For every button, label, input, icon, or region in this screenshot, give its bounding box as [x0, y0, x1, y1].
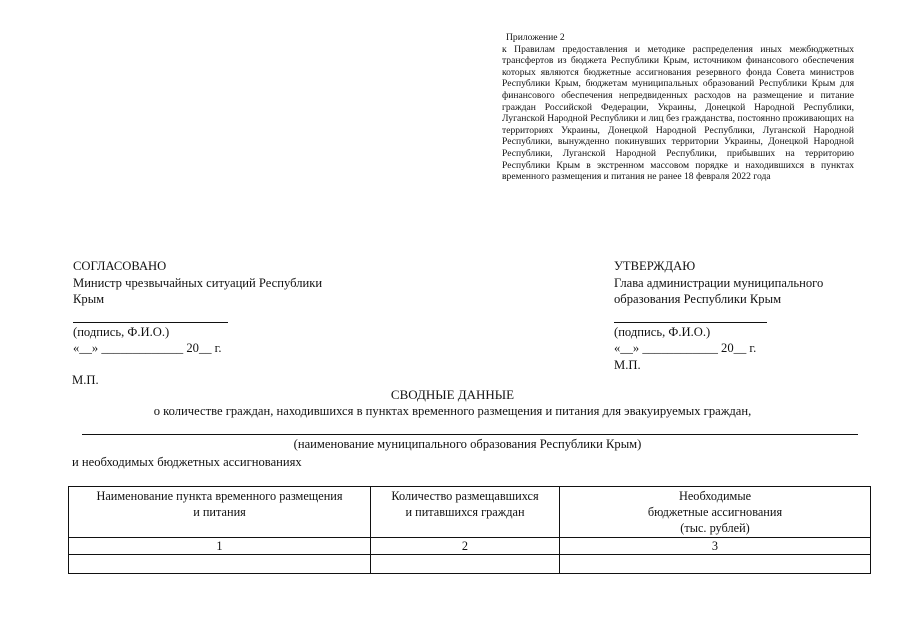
approved-stamp: М.П.	[614, 357, 641, 372]
approved-block	[614, 258, 874, 373]
table-number-row	[69, 538, 871, 555]
table-cell	[371, 555, 560, 574]
municipality-hint: (наименование муниципального образования Республики Крым)	[293, 437, 642, 451]
municipality-fill-line	[82, 434, 858, 435]
header-text: (тыс. рублей)	[680, 521, 750, 535]
approved-signature-line	[614, 308, 767, 323]
table-cell	[69, 555, 371, 574]
table-header-row	[69, 487, 871, 538]
agreed-heading: СОГЛАСОВАНО	[73, 259, 167, 273]
agreed-signature-hint: (подпись, Ф.И.О.)	[73, 324, 170, 339]
agreed-block	[73, 258, 373, 357]
header-text: Количество размещавшихся	[391, 489, 539, 503]
budget-line: и необходимых бюджетных ассигнованиях	[72, 455, 302, 469]
column-number: 3	[560, 538, 871, 555]
approved-signature-hint: (подпись, Ф.И.О.)	[614, 324, 711, 339]
header-cell-point-name	[69, 487, 371, 538]
header-text: Необходимые	[678, 489, 752, 503]
approved-heading: УТВЕРЖДАЮ	[614, 259, 696, 273]
agreed-position-line1: Министр чрезвычайных ситуаций Республики	[73, 275, 323, 290]
approved-date-line: «__» ____________ 20__ г.	[614, 341, 757, 355]
header-text: и питания	[193, 505, 246, 519]
appendix-block	[502, 32, 854, 183]
document-subtitle: о количестве граждан, находившихся в пунктах временного размещения и питания для эвакуируемых граждан,	[153, 404, 752, 418]
agreed-position-line2: Крым	[73, 292, 105, 306]
agreed-signature-line	[73, 308, 228, 323]
column-number: 1	[69, 538, 371, 555]
summary-table	[68, 486, 871, 574]
approved-position-line2: образования Республики Крым	[614, 292, 782, 306]
header-text: и питавшихся граждан	[405, 505, 525, 519]
header-cell-budget	[560, 487, 871, 538]
agreed-stamp: М.П.	[72, 373, 99, 387]
document-title: СВОДНЫЕ ДАННЫЕ	[390, 387, 515, 402]
header-text: Наименование пункта временного размещения	[96, 489, 343, 503]
header-cell-citizens-count	[371, 487, 560, 538]
appendix-title: Приложение 2	[506, 32, 565, 43]
approved-position-line1: Глава администрации муниципального	[614, 275, 824, 290]
table-row	[69, 555, 871, 574]
table-cell	[560, 555, 871, 574]
appendix-text: к Правилам предоставления и методике распределения иных межбюджетных трансфертов из бюджета Республики Крым, источником финансового обеспечения которых являются бюджетные ассигнования резервного фонда Совета министров Республики Крым, бюджетам муниципальных образований Республики Крым для финансового обеспечения непредвиденных расходов на размещение и питание граждан Российской Федерации, Украины, Донецкой Народной Республики, Луганской Народной Республики и лиц без гражданства, постоянно проживающих на территориях Украины, Донецкой Народной Республики, Луганской Народной Республики, вынужденно покинувших территории Украины, Донецкой Народной Республики, Луганской Народной Республики, прибывших на территорию Республики Крым в экстренном массовом порядке и находившихся в пунктах временного размещения и питания не ранее 18 февраля 2022 года	[502, 43, 854, 183]
column-number: 2	[371, 538, 560, 555]
agreed-date-line: «__» _____________ 20__ г.	[73, 341, 222, 355]
header-text: бюджетные ассигнования	[647, 505, 783, 519]
